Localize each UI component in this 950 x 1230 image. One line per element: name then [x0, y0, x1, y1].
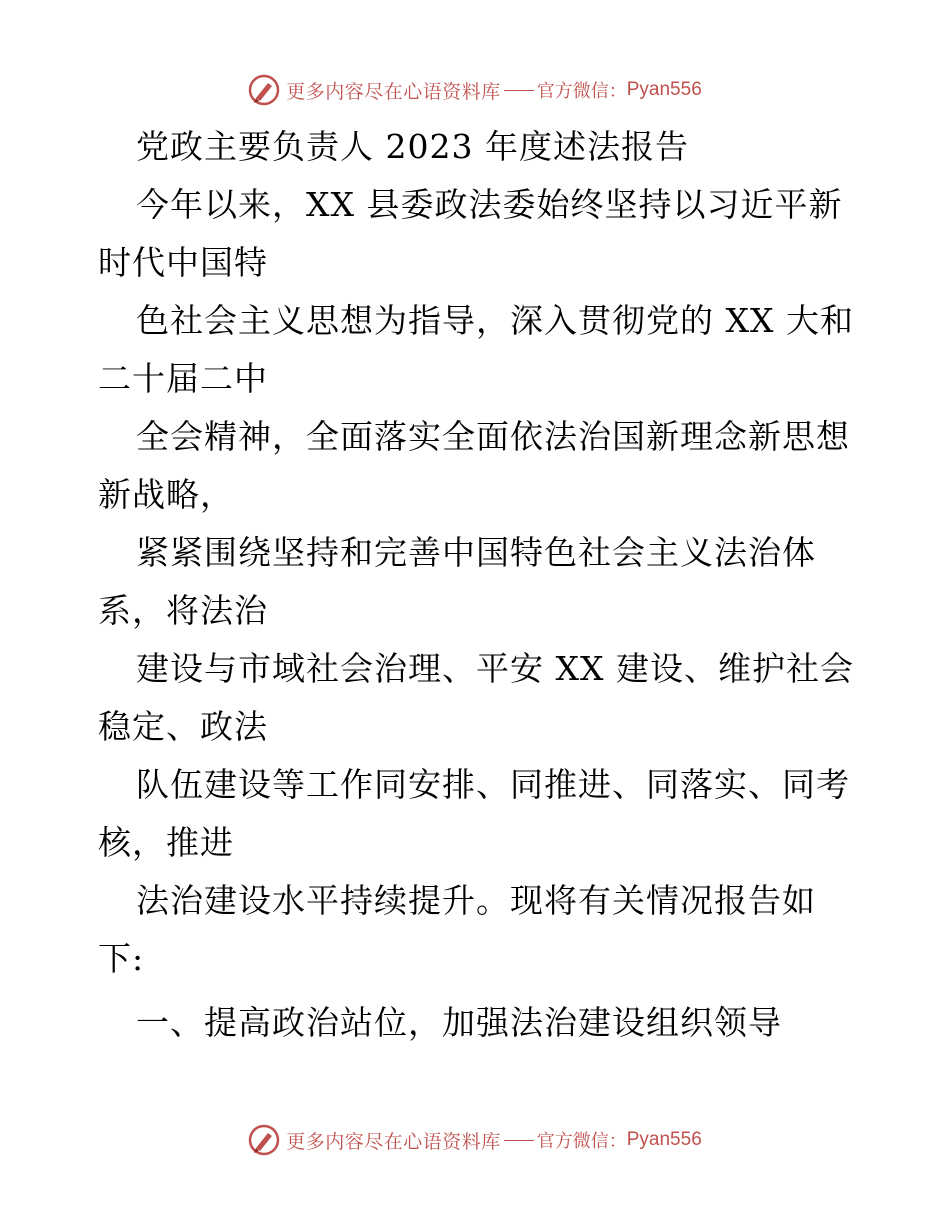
banner-wechat-label: 官方微信：	[536, 81, 627, 102]
paragraph-line: 新战略，	[98, 475, 234, 514]
document-title: 党政主要负责人 2023 年度述法报告	[136, 127, 689, 166]
banner-brand-text: 更多内容尽在心语资料库	[286, 80, 501, 103]
pen-logo-icon	[248, 74, 280, 106]
paragraph-line: 队伍建设等工作同安排、同推进、同落实、同考	[136, 765, 850, 804]
paragraph-line: 紧紧围绕坚持和完善中国特色社会主义法治体	[136, 533, 816, 572]
paragraph-line: 时代中国特	[98, 243, 268, 282]
paragraph-line: 色社会主义思想为指导，深入贯彻党的 XX 大和	[136, 301, 854, 340]
paragraph-line: 二十届二中	[98, 359, 268, 398]
banner-divider	[504, 1140, 534, 1141]
section-heading: 一、提高政治站位，加强法治建设组织领导	[136, 1003, 782, 1042]
banner-divider	[504, 90, 534, 91]
paragraph-line: 法治建设水平持续提升。现将有关情况报告如	[136, 881, 816, 920]
banner-wechat-id: Pyan556	[626, 79, 702, 100]
paragraph-line: 下:	[98, 939, 145, 978]
paragraph-line: 全会精神，全面落实全面依法治国新理念新思想	[136, 417, 850, 456]
paragraph-line: 今年以来，XX 县委政法委始终坚持以习近平新	[136, 185, 843, 224]
document-body	[98, 118, 858, 1052]
paragraph-line: 核，推进	[98, 823, 234, 862]
pen-logo-icon	[248, 1124, 280, 1156]
banner-wechat-label: 官方微信：	[536, 1131, 627, 1152]
banner-brand-text: 更多内容尽在心语资料库	[286, 1130, 501, 1153]
banner-wechat-id: Pyan556	[626, 1129, 702, 1150]
paragraph-line: 建设与市域社会治理、平安 XX 建设、维护社会	[136, 649, 854, 688]
paragraph-line: 稳定、政法	[98, 707, 268, 746]
paragraph-line: 系，将法治	[98, 591, 268, 630]
footer-banner	[0, 1120, 950, 1160]
header-banner	[0, 70, 950, 110]
